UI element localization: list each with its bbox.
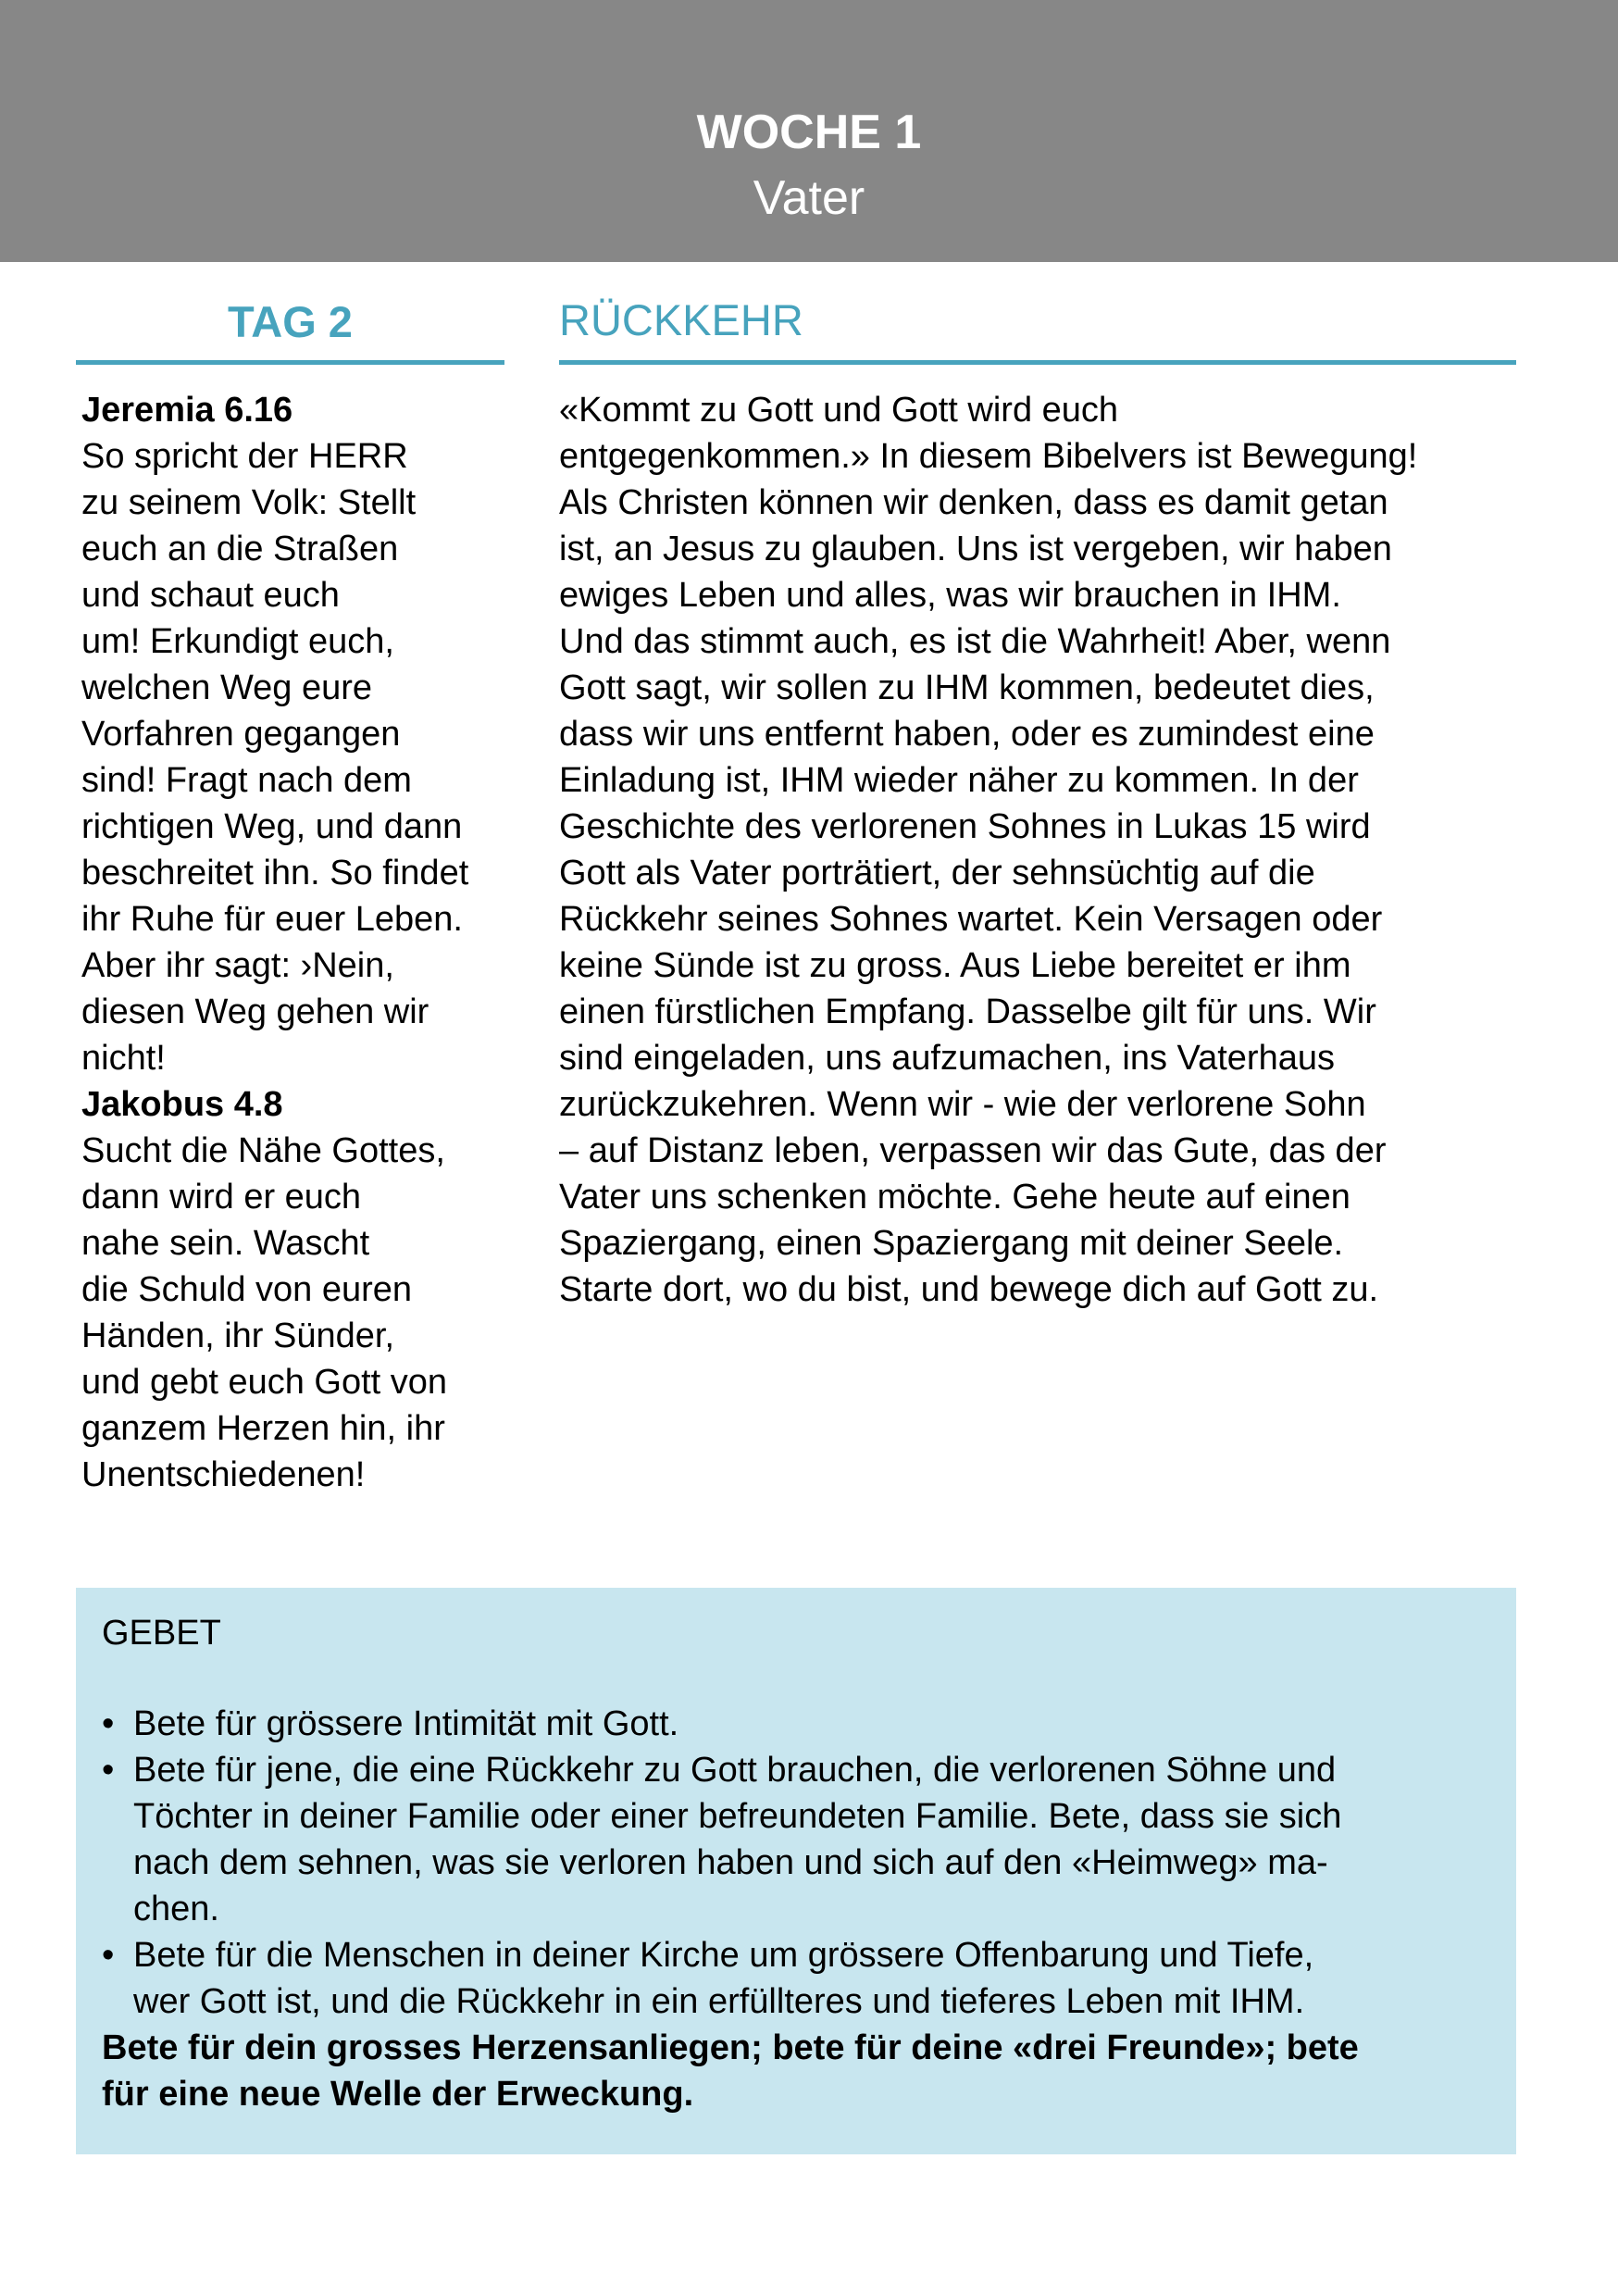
body-line: Geschichte des verlorenen Sohnes in Lukas 15 wird bbox=[559, 807, 1371, 846]
day-title-divider bbox=[76, 360, 504, 365]
prayer-line: wer Gott ist, und die Rückkehr in ein erfüllteres und tieferes Leben mit IHM. bbox=[133, 1982, 1305, 2021]
verse-line: beschreitet ihn. So findet bbox=[81, 854, 469, 892]
closing-line: Bete für dein grosses Herzensanliegen; bete für deine «drei Freunde»; bete bbox=[102, 2028, 1359, 2067]
verse-line: So spricht der HERR bbox=[81, 437, 408, 476]
prayer-closing bbox=[102, 2025, 1359, 2117]
verse-block bbox=[81, 1081, 526, 1498]
verse-block bbox=[81, 387, 526, 1081]
verse-line: dann wird er euch bbox=[81, 1178, 362, 1217]
verse-line: nahe sein. Wascht bbox=[81, 1224, 370, 1263]
body-line: Gott sagt, wir sollen zu IHM kommen, bedeutet dies, bbox=[559, 668, 1375, 707]
body-line: Als Christen können wir denken, dass es damit getan bbox=[559, 483, 1388, 522]
section-title-divider bbox=[559, 360, 1516, 365]
body-line: Einladung ist, IHM wieder näher zu kommen. In der bbox=[559, 761, 1359, 800]
body-line: Rückkehr seines Sohnes wartet. Kein Versagen oder bbox=[559, 900, 1383, 939]
body-line: einen fürstlichen Empfang. Dasselbe gilt für uns. Wir bbox=[559, 992, 1376, 1031]
body-line: ist, an Jesus zu glauben. Uns ist vergeben, wir haben bbox=[559, 530, 1392, 568]
body-line: dass wir uns entfernt haben, oder es zumindest eine bbox=[559, 715, 1375, 754]
body-line: keine Sünde ist zu gross. Aus Liebe bereitet er ihm bbox=[559, 946, 1351, 985]
verse-line: sind! Fragt nach dem bbox=[81, 761, 412, 800]
prayer-item bbox=[102, 1747, 1500, 1932]
verse-line: welchen Weg eure bbox=[81, 668, 373, 707]
verse-line: die Schuld von euren bbox=[81, 1270, 413, 1309]
body-line: Und das stimmt auch, es ist die Wahrheit! Aber, wenn bbox=[559, 622, 1391, 661]
week-header bbox=[0, 0, 1618, 262]
prayer-item bbox=[102, 1932, 1500, 2025]
body-line: sind eingeladen, uns aufzumachen, ins Vaterhaus bbox=[559, 1039, 1335, 1078]
prayer-title: GEBET bbox=[102, 1614, 221, 1653]
prayer-list bbox=[102, 1701, 1500, 2025]
verse-line: ganzem Herzen hin, ihr bbox=[81, 1409, 445, 1448]
body-line: «Kommt zu Gott und Gott wird euch bbox=[559, 391, 1119, 430]
body-line: Gott als Vater porträtiert, der sehnsüchtig auf die bbox=[559, 854, 1315, 892]
verse-line: Vorfahren gegangen bbox=[81, 715, 401, 754]
section-title: RÜCKKEHR bbox=[559, 295, 803, 344]
body-line: Vater uns schenken möchte. Gehe heute auf einen bbox=[559, 1178, 1350, 1217]
closing-line: für eine neue Welle der Erweckung. bbox=[102, 2075, 694, 2114]
verse-line: um! Erkundigt euch, bbox=[81, 622, 394, 661]
body-line: entgegenkommen.» In diesem Bibelvers ist Bewegung! bbox=[559, 437, 1418, 476]
body-line: ewiges Leben und alles, was wir brauchen in IHM. bbox=[559, 576, 1341, 615]
bullet-icon: • bbox=[102, 1751, 115, 1790]
prayer-line: chen. bbox=[133, 1890, 219, 1928]
verse-reference: Jeremia 6.16 bbox=[81, 391, 293, 430]
prayer-line: nach dem sehnen, was sie verloren haben und sich auf den «Heimweg» ma- bbox=[133, 1843, 1328, 1882]
prayer-line: Bete für grössere Intimität mit Gott. bbox=[133, 1704, 679, 1743]
verse-line: Aber ihr sagt: ›Nein, bbox=[81, 946, 394, 985]
verse-line: Sucht die Nähe Gottes, bbox=[81, 1131, 445, 1170]
prayer-item bbox=[102, 1701, 1500, 1747]
verse-line: Unentschiedenen! bbox=[81, 1455, 366, 1494]
prayer-line: Bete für jene, die eine Rückkehr zu Gott brauchen, die verlorenen Söhne und bbox=[133, 1751, 1337, 1790]
week-theme: Vater bbox=[753, 171, 865, 225]
verse-line: nicht! bbox=[81, 1039, 166, 1078]
prayer-line: Bete für die Menschen in deiner Kirche um grössere Offenbarung und Tiefe, bbox=[133, 1936, 1314, 1975]
body-line: – auf Distanz leben, verpassen wir das Gute, das der bbox=[559, 1131, 1387, 1170]
week-title: WOCHE 1 bbox=[696, 106, 922, 159]
verse-line: diesen Weg gehen wir bbox=[81, 992, 429, 1031]
verse-line: richtigen Weg, und dann bbox=[81, 807, 463, 846]
day-title: TAG 2 bbox=[228, 297, 353, 346]
verse-reference: Jakobus 4.8 bbox=[81, 1085, 283, 1124]
prayer-line: Töchter in deiner Familie oder einer befreundeten Familie. Bete, dass sie sich bbox=[133, 1797, 1342, 1836]
verse-line: zu seinem Volk: Stellt bbox=[81, 483, 417, 522]
verse-line: und gebt euch Gott von bbox=[81, 1363, 448, 1402]
bullet-icon: • bbox=[102, 1936, 115, 1975]
verse-line: und schaut euch bbox=[81, 576, 340, 615]
verse-line: ihr Ruhe für euer Leben. bbox=[81, 900, 463, 939]
devotional-text bbox=[559, 387, 1522, 1313]
body-line: zurückzukehren. Wenn wir - wie der verlorene Sohn bbox=[559, 1085, 1366, 1124]
prayer-box bbox=[76, 1588, 1516, 2154]
bible-verses bbox=[81, 387, 526, 1498]
body-line: Spaziergang, einen Spaziergang mit deiner Seele. bbox=[559, 1224, 1344, 1263]
body-line: Starte dort, wo du bist, und bewege dich auf Gott zu. bbox=[559, 1270, 1379, 1309]
verse-line: euch an die Straßen bbox=[81, 530, 399, 568]
bullet-icon: • bbox=[102, 1704, 115, 1743]
verse-line: Händen, ihr Sünder, bbox=[81, 1316, 395, 1355]
